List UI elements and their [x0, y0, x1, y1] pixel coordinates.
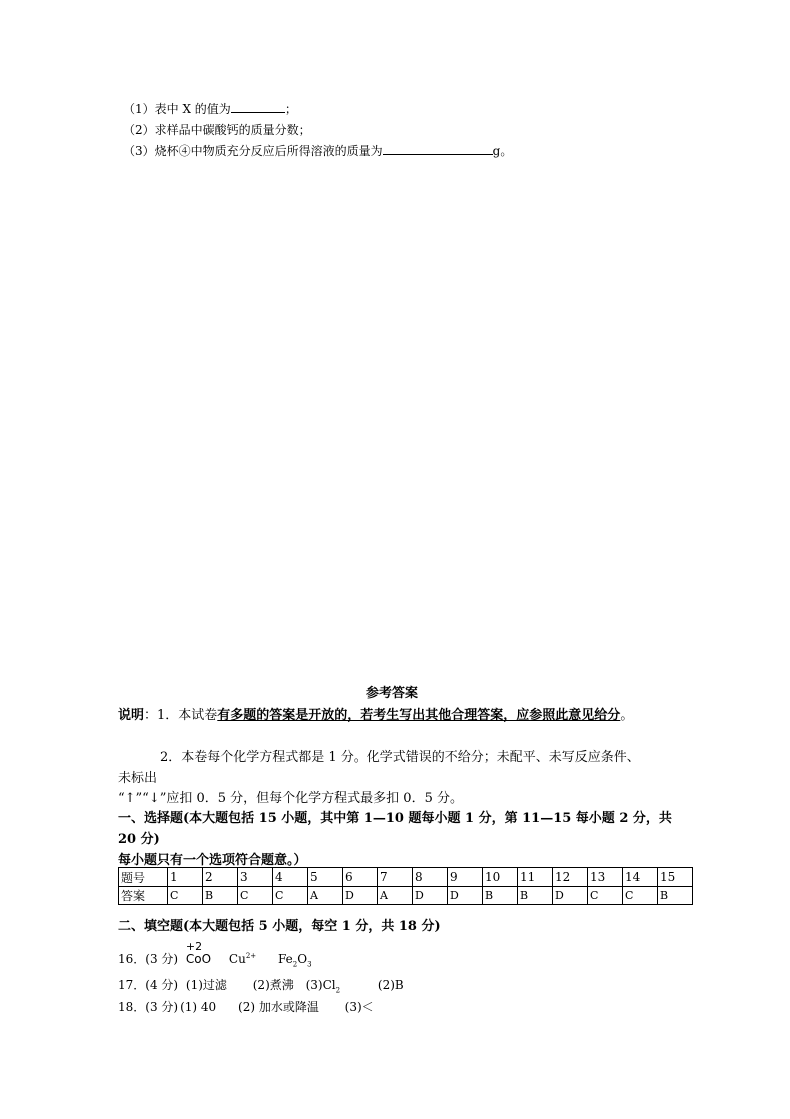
table-cell: C [273, 887, 308, 905]
question-1-text: （1）表中 X 的值为 [123, 102, 231, 116]
table-cell: 3 [238, 868, 273, 887]
table-cell: B [518, 887, 553, 905]
table-cell: 8 [413, 868, 448, 887]
note-2-line-2: 未标出 [118, 771, 158, 786]
question-3: （3）烧杯④中物质充分反应后所得溶液的质量为 g。 [123, 144, 513, 158]
oxidation-state: +2 [185, 940, 203, 953]
table-cell: 9 [448, 868, 483, 887]
answer-17: 17．(4 分) (1)过滤 (2)煮沸 $(3)Cl_2$ (2)B [118, 978, 404, 995]
note-1: 说明：1．本试卷有多题的答案是开放的，若考生写出其他合理答案，应参照此意见给分。 [118, 708, 634, 723]
note-emphasis: 有多题的答案是开放的，若考生写出其他合理答案，应参照此意见给分 [217, 708, 621, 723]
question-3-text: （3）烧杯④中物质充分反应后所得溶液的质量为 [123, 144, 383, 158]
note-2-line-1: 2．本卷每个化学方程式都是 1 分。化学式错误的不给分；未配平、未写反应条件、 [160, 750, 640, 765]
answer-18: 18．(3 分) (1) 40 (2) 加水或降温 (3)＜ [118, 1000, 374, 1014]
table-cell: 7 [378, 868, 413, 887]
question-1: （1）表中 X 的值为 ； [123, 102, 297, 116]
answer-blank-x [231, 100, 285, 113]
copper-ion: $Cu^{2+}$ [228, 952, 257, 966]
table-cell: 13 [588, 868, 623, 887]
table-row-answers [119, 887, 693, 905]
table-cell: 6 [343, 868, 378, 887]
table-row-numbers [119, 868, 693, 887]
note-label: 说明 [118, 708, 145, 723]
table-header-answer: 答案 [119, 887, 168, 905]
iron-oxide-formula: $Fe_2O_3$ [278, 952, 312, 969]
section-2-heading: 二、填空题(本大题包括 5 小题，每空 1 分，共 18 分) [118, 919, 441, 934]
table-cell: C [623, 887, 658, 905]
table-cell: 11 [518, 868, 553, 887]
answer-key-title: 参考答案 [366, 686, 419, 701]
table-cell: D [413, 887, 448, 905]
section-1-heading-cont: 20 分) [118, 832, 160, 847]
section-1-heading: 一、选择题(本大题包括 15 小题，其中第 1—10 题每小题 1 分，第 11—15 每小题 2 分，共 [118, 811, 672, 826]
table-cell: C [238, 887, 273, 905]
table-header-number: 题号 [119, 868, 168, 887]
table-cell: 1 [168, 868, 203, 887]
table-cell: B [483, 887, 518, 905]
answer-16-label: 16．(3 分) [118, 952, 179, 966]
table-cell: 15 [658, 868, 693, 887]
section-1-instruction: 每小题只有一个选项符合题意。） [118, 853, 307, 868]
answer-18-label: 18．(3 分) [118, 1000, 179, 1014]
answer-17-label: 17．(4 分) [118, 978, 179, 992]
table-cell: 10 [483, 868, 518, 887]
table-cell: D [553, 887, 588, 905]
table-cell: D [448, 887, 483, 905]
cobalt-oxide-formula: +2 CoO [185, 940, 212, 966]
question-2: （2）求样品中碳酸钙的质量分数； [123, 123, 311, 137]
table-cell: 5 [308, 868, 343, 887]
table-cell: A [308, 887, 343, 905]
table-cell: C [588, 887, 623, 905]
table-cell: 14 [623, 868, 658, 887]
table-cell: A [378, 887, 413, 905]
answer-16 [118, 940, 312, 969]
table-cell: 2 [203, 868, 238, 887]
table-cell: 12 [553, 868, 588, 887]
note-2-line-3: “↑”“↓”应扣 0．5 分，但每个化学方程式最多扣 0．5 分。 [118, 791, 463, 806]
table-cell: C [168, 887, 203, 905]
answer-table [118, 867, 693, 905]
table-cell: B [203, 887, 238, 905]
table-cell: B [658, 887, 693, 905]
table-cell: D [343, 887, 378, 905]
table-cell: 4 [273, 868, 308, 887]
answer-blank-mass [383, 142, 493, 155]
